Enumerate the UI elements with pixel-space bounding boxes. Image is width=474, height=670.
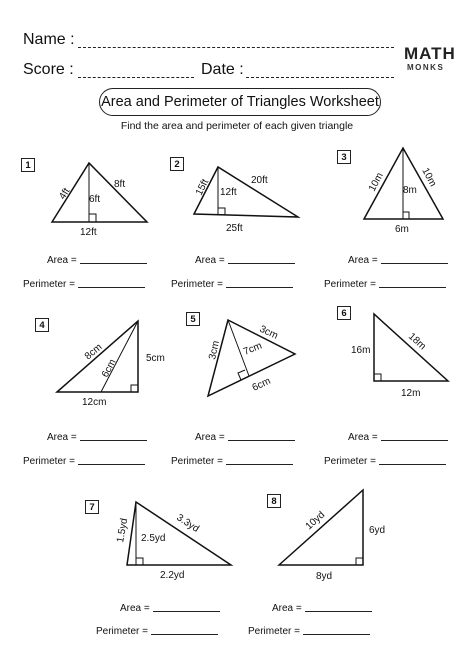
height-label: 8m <box>403 185 417 196</box>
answer-blank[interactable] <box>153 611 220 612</box>
perimeter-label: Perimeter = <box>96 626 148 637</box>
problem-number: 2 <box>170 157 184 171</box>
perimeter-label: Perimeter = <box>324 456 376 467</box>
answer-blank[interactable] <box>151 634 218 635</box>
side-label: 8ft <box>114 179 126 190</box>
side-label: 3cm <box>207 339 222 361</box>
base-label: 2.2yd <box>160 570 185 581</box>
height-label: 6ft <box>89 194 101 205</box>
base-label: 25ft <box>226 223 243 234</box>
area-answer-8[interactable] <box>272 603 372 614</box>
base-label: 12ft <box>80 227 97 238</box>
answer-blank[interactable] <box>303 634 370 635</box>
perimeter-label: Perimeter = <box>171 456 223 467</box>
side-label: 1.5yd <box>115 517 131 544</box>
problem-number: 7 <box>85 500 99 514</box>
area-label: Area = <box>195 432 225 443</box>
perimeter-answer-8[interactable] <box>248 626 370 637</box>
side-label: 3cm <box>257 323 280 342</box>
side-label: 8cm <box>82 341 105 363</box>
area-label: Area = <box>47 432 77 443</box>
perimeter-label: Perimeter = <box>171 279 223 290</box>
height-label: 12ft <box>220 187 237 198</box>
perimeter-label: Perimeter = <box>248 626 300 637</box>
side-label: 10m <box>366 171 386 194</box>
area-label: Area = <box>348 432 378 443</box>
area-label: Area = <box>120 603 150 614</box>
side-label: 6yd <box>369 525 386 536</box>
area-label: Area = <box>195 255 225 266</box>
problem-number: 5 <box>186 312 200 326</box>
logo-monks-text: MONKS <box>407 63 445 72</box>
side-label: 10yd <box>303 509 328 533</box>
problem-number: 4 <box>35 318 49 332</box>
side-label: 4ft <box>57 186 73 202</box>
area-answer-7[interactable] <box>120 603 220 614</box>
area-label: Area = <box>272 603 302 614</box>
side-label: 16m <box>351 345 371 356</box>
answer-blank[interactable] <box>305 611 372 612</box>
name-label: Name : <box>23 31 75 48</box>
side-label: 6cm <box>99 357 119 380</box>
instruction-text: Find the area and perimeter of each given triangle <box>120 120 354 132</box>
side-label: 10m <box>419 166 439 189</box>
perimeter-label: Perimeter = <box>23 456 75 467</box>
base-label: 12m <box>401 388 421 399</box>
area-label: Area = <box>47 255 77 266</box>
base-label: 6m <box>395 224 409 235</box>
logo-math-text: MATH <box>404 44 456 63</box>
base-label: 8yd <box>316 571 333 582</box>
perimeter-label: Perimeter = <box>324 279 376 290</box>
perimeter-label: Perimeter = <box>23 279 75 290</box>
side-label: 3.3yd <box>174 512 201 535</box>
score-label: Score : <box>23 61 74 78</box>
side-label: 5cm <box>146 353 165 364</box>
problem-number: 3 <box>337 150 351 164</box>
base-label: 12cm <box>82 397 107 408</box>
problem-number: 1 <box>21 158 35 172</box>
side-label: 15ft <box>193 177 212 198</box>
problem-number: 6 <box>337 306 351 320</box>
side-label: 18m <box>405 331 428 353</box>
side-label: 6cm <box>250 375 273 394</box>
height-label: 2.5yd <box>141 533 166 544</box>
worksheet-title-text: Area and Perimeter of Triangles Worksheet <box>101 94 379 110</box>
side-label: 20ft <box>251 175 268 186</box>
area-label: Area = <box>348 255 378 266</box>
height-label: 7cm <box>242 340 264 358</box>
perimeter-answer-7[interactable] <box>96 626 218 637</box>
date-label: Date : <box>201 61 244 78</box>
problem-number: 8 <box>267 494 281 508</box>
